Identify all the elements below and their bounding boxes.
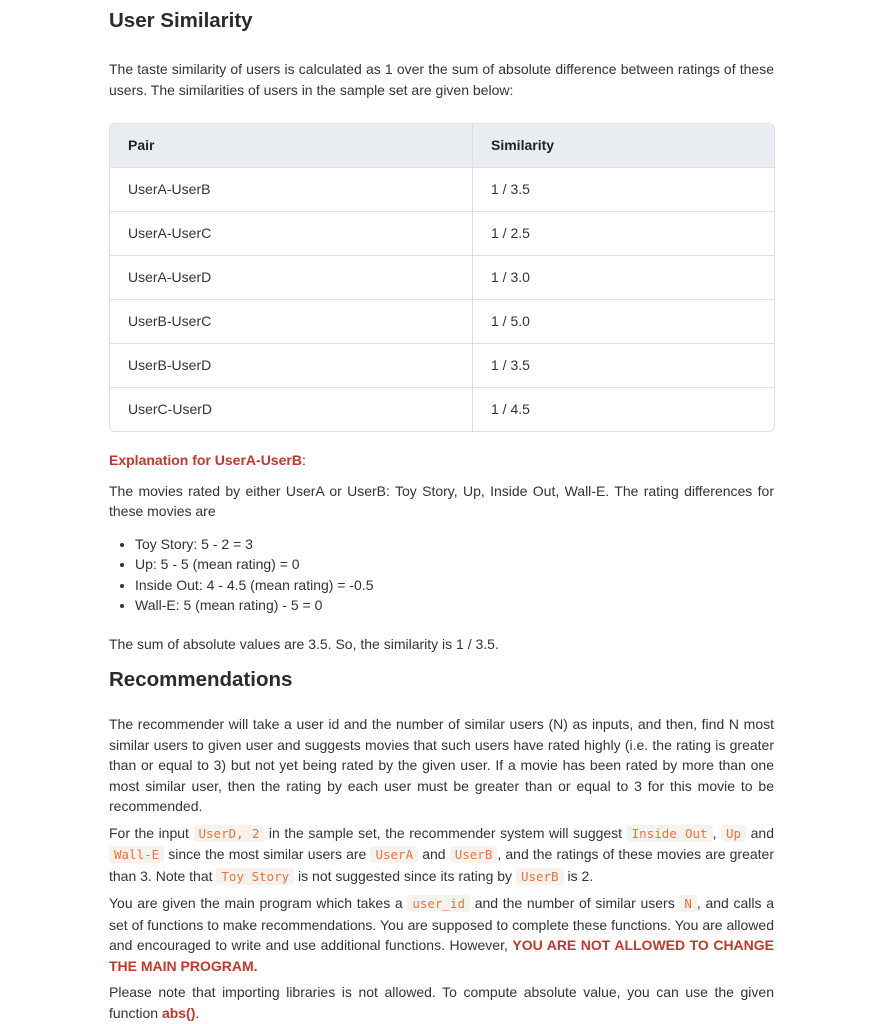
table-row [110,212,774,256]
header-similarity: Similarity [473,124,775,168]
similarity-cell: 1 / 5.0 [473,300,775,344]
table-header-row [110,124,774,168]
main-program-paragraph: You are given the main program which takes a user_id and the number of similar users N , and calls a set of functions to make recommendations. You are supposed to complete these functions. You are allowed and encouraged to write and use additional functions. However, YOU ARE NOT ALLOWED TO CHANGE THE MAIN PROGRAM. [109,895,775,974]
pair-cell: UserB-UserD [110,344,473,388]
table-row [110,256,774,300]
list-item: • Inside Out: 4 - 4.5 (mean rating) = -0.5 [135,575,774,596]
inline-code: Inside Out [627,825,713,842]
inline-code: user_id [407,895,470,912]
inline-code: Up [721,825,746,842]
pair-cell: UserA-UserB [110,168,473,212]
table-row [110,344,774,388]
import-note-paragraph: Please note that importing libraries is not allowed. To compute absolute value, you can use the given function abs(). [109,984,774,1021]
similarity-cell: 1 / 4.5 [473,388,775,432]
similarity-cell: 1 / 3.0 [473,256,775,300]
recommender-paragraph: The recommender will take a user id and the number of similar users (N) as inputs, and then, find N most similar users to given user and suggests movies that such users have rated highly (i.e. the rating is greater than or equal to 3) but not yet being rated by the given user. If a movie has been rated by more than one most similar user, then the rating by each user must be greater than or equal to 3 for this movie to be recommended. [109,716,774,814]
table-row [110,168,774,212]
inline-code: Toy Story [216,868,294,885]
explanation-heading: Explanation for UserA-UserB: [109,452,306,468]
list-item: • Up: 5 - 5 (mean rating) = 0 [135,554,774,575]
similarity-cell: 1 / 3.5 [473,168,775,212]
inline-code: UserB [450,846,498,863]
inline-code: UserB [516,868,564,885]
inline-code: UserD, 2 [194,825,265,842]
example-paragraph: For the input UserD, 2 in the sample set, the recommender system will suggest Inside Out , Up and Wall-E since the most similar users are UserA and UserB , and the ratings of these movies are greater than 3. Note that Toy Story is not suggested since its rating by UserB is 2. [109,824,775,884]
explanation-text: The movies rated by either UserA or UserB: Toy Story, Up, Inside Out, Wall-E. The rating differences for these movies are [109,482,774,519]
sum-paragraph: The sum of absolute values are 3.5. So, the similarity is 1 / 3.5. [109,635,499,652]
table-row [110,388,774,432]
inline-code: UserA [370,846,418,863]
warning-text: YOU ARE NOT ALLOWED TO CHANGE THE MAIN PROGRAM. [109,937,775,974]
similarity-cell: 1 / 2.5 [473,212,775,256]
similarity-table [109,123,775,432]
pair-cell: UserA-UserD [110,256,473,300]
abs-function: abs() [161,1004,196,1021]
list-item: • Toy Story: 5 - 2 = 3 [135,534,774,555]
intro-paragraph: The taste similarity of users is calculated as 1 over the sum of absolute difference between ratings of these users. The similarities of users in the sample set are given below: [109,61,774,98]
header-pair: Pair [110,124,473,168]
inline-code: Wall-E [109,846,164,863]
table-row [110,300,774,344]
pair-cell: UserA-UserC [110,212,473,256]
section-title-recommendations: Recommendations [109,668,293,691]
section-title-user-similarity: User Similarity [109,9,253,32]
pair-cell: UserB-UserC [110,300,473,344]
list-item: • Wall-E: 5 (mean rating) - 5 = 0 [135,595,774,616]
inline-code: N [679,895,697,912]
difference-list [109,534,774,616]
similarity-cell: 1 / 3.5 [473,344,775,388]
pair-cell: UserC-UserD [110,388,473,432]
